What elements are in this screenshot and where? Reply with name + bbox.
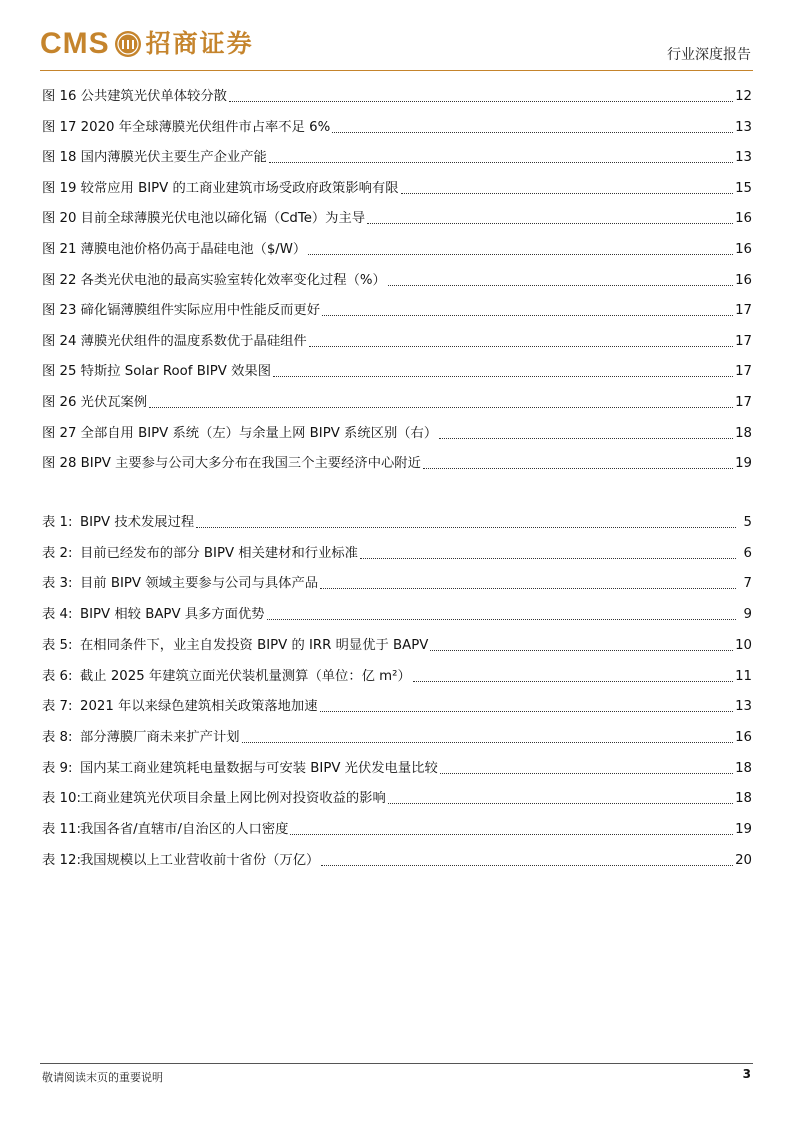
table-title: 截止 2025 年建筑立面光伏装机量测算（单位：亿 m²）: [80, 669, 411, 684]
dot-leader: [267, 619, 736, 620]
dot-leader: [332, 132, 733, 133]
toc-entry-label: 图 26 光伏瓦案例: [42, 395, 148, 410]
footer-divider: [40, 1063, 753, 1064]
footer-disclaimer: 敬请阅读末页的重要说明: [42, 1071, 163, 1084]
toc-entry-label: [42, 575, 320, 593]
toc-entry-label: 图 27 全部自用 BIPV 系统（左）与余量上网 BIPV 系统区别（右）: [42, 426, 438, 441]
toc-entry-label: [42, 698, 320, 716]
table-number: 表 11:: [42, 822, 81, 837]
toc-entry-label: 图 20 目前全球薄膜光伏电池以碲化镉（CdTe）为主导: [42, 211, 366, 226]
toc-entry-page: 17: [735, 303, 752, 318]
toc-entry-page: 18: [735, 761, 752, 776]
table-number: 表 3:: [42, 576, 73, 591]
toc-entry-label: 图 17 2020 年全球薄膜光伏组件市占率不足 6%: [42, 120, 331, 135]
toc-entry-label: 图 25 特斯拉 Solar Roof BIPV 效果图: [42, 364, 271, 379]
toc-entry-label: [42, 606, 267, 624]
logo-latin-text: CMS: [40, 27, 110, 60]
dot-leader: [309, 346, 733, 347]
toc-entry-label: [42, 668, 413, 686]
table-toc-entry[interactable]: [42, 573, 752, 593]
page-number: 3: [742, 1067, 751, 1081]
table-number: 表 4:: [42, 607, 73, 622]
table-title: 2021 年以来绿色建筑相关政策落地加速: [80, 699, 318, 714]
dot-leader: [360, 558, 736, 559]
toc-entry-page: 20: [735, 853, 752, 868]
toc-entry-page: 16: [735, 273, 752, 288]
toc-entry-label: [42, 637, 430, 655]
table-number: 表 8:: [42, 730, 73, 745]
dot-leader: [430, 650, 733, 651]
table-toc-entry[interactable]: [42, 604, 752, 624]
table-title: 我国各省/直辖市/自治区的人口密度: [80, 822, 289, 837]
dot-leader: [440, 773, 733, 774]
figure-toc-entry[interactable]: [42, 453, 752, 473]
page-header: [0, 0, 793, 72]
table-title: 在相同条件下，业主自发投资 BIPV 的 IRR 明显优于 BAPV: [80, 638, 429, 653]
toc-entry-label: 图 28 BIPV 主要参与公司大多分布在我国三个主要经济中心附近: [42, 456, 421, 471]
table-number: 表 5:: [42, 638, 73, 653]
table-number: 表 10:: [42, 791, 81, 806]
figure-toc-entry[interactable]: [42, 392, 752, 412]
table-number: 表 12:: [42, 853, 81, 868]
dot-leader: [196, 527, 736, 528]
dot-leader: [439, 438, 733, 439]
toc-entry-page: 13: [735, 699, 752, 714]
table-toc-entry[interactable]: [42, 758, 752, 778]
table-toc-entry[interactable]: [42, 850, 752, 870]
toc-entry-page: 17: [735, 364, 752, 379]
toc-entry-label: [42, 545, 360, 563]
dot-leader: [242, 742, 734, 743]
header-divider: [40, 70, 753, 71]
figure-toc-entry[interactable]: [42, 423, 752, 443]
table-title: 目前已经发布的部分 BIPV 相关建材和行业标准: [80, 546, 358, 561]
report-type-label: 行业深度报告: [667, 47, 751, 63]
table-title: 国内某工商业建筑耗电量数据与可安装 BIPV 光伏发电量比较: [80, 761, 438, 776]
dot-leader: [423, 468, 733, 469]
dot-leader: [273, 376, 733, 377]
toc-entry-label: [42, 514, 196, 532]
dot-leader: [413, 681, 733, 682]
toc-entry-page: 16: [735, 730, 752, 745]
toc-entry-page: 11: [735, 669, 752, 684]
toc-entry-page: 19: [735, 456, 752, 471]
toc-entry-page: 17: [735, 395, 752, 410]
dot-leader: [401, 193, 734, 194]
figure-toc-entry[interactable]: [42, 331, 752, 351]
table-toc-entry[interactable]: [42, 696, 752, 716]
toc-entry-label: 图 22 各类光伏电池的最高实验室转化效率变化过程（%）: [42, 273, 386, 288]
table-toc-entry[interactable]: [42, 819, 752, 839]
toc-entry-label: 图 21 薄膜电池价格仍高于晶硅电池（$/W）: [42, 242, 307, 257]
toc-entry-page: 16: [735, 211, 752, 226]
table-toc-entry[interactable]: [42, 788, 752, 808]
dot-leader: [388, 803, 733, 804]
dot-leader: [308, 254, 733, 255]
dot-leader: [388, 285, 733, 286]
toc-entry-label: 图 18 国内薄膜光伏主要生产企业产能: [42, 150, 267, 165]
toc-entry-page: 5: [743, 515, 752, 530]
table-number: 表 1:: [42, 515, 73, 530]
figure-toc-entry[interactable]: [42, 178, 752, 198]
toc-entry-page: 15: [735, 181, 752, 196]
toc-entry-label: 图 16 公共建筑光伏单体较分散: [42, 89, 227, 104]
table-number: 表 2:: [42, 546, 73, 561]
dot-leader: [320, 711, 734, 712]
table-title: 部分薄膜厂商未来扩产计划: [80, 730, 240, 745]
toc-entry-label: [42, 821, 290, 839]
toc-entry-page: 16: [735, 242, 752, 257]
toc-entry-label: [42, 760, 440, 778]
toc-entry-label: [42, 729, 242, 747]
toc-entry-page: 19: [735, 822, 752, 837]
toc-entry-label: 图 19 较常应用 BIPV 的工商业建筑市场受政府政策影响有限: [42, 181, 399, 196]
table-toc-entry[interactable]: [42, 727, 752, 747]
toc-entry-page: 18: [735, 426, 752, 441]
dot-leader: [321, 865, 733, 866]
toc-entry-page: 12: [735, 89, 752, 104]
figure-toc-entry[interactable]: [42, 300, 752, 320]
toc-entry-label: [42, 790, 388, 808]
table-toc-entry[interactable]: [42, 635, 752, 655]
logo-chinese-text: 招商证券: [145, 29, 254, 58]
dot-leader: [229, 101, 733, 102]
toc-entry-page: 10: [735, 638, 752, 653]
table-number: 表 7:: [42, 699, 73, 714]
table-toc-entry[interactable]: [42, 512, 752, 532]
dot-leader: [320, 588, 736, 589]
toc-entry-page: 9: [743, 607, 752, 622]
table-number: 表 9:: [42, 761, 73, 776]
figure-toc-entry[interactable]: [42, 86, 752, 106]
table-toc-entry[interactable]: [42, 543, 752, 563]
toc-entry-page: 17: [735, 334, 752, 349]
table-title: 目前 BIPV 领域主要参与公司与具体产品: [80, 576, 319, 591]
toc-entry-label: 图 23 碲化镉薄膜组件实际应用中性能反而更好: [42, 303, 321, 318]
toc-entry-page: 6: [743, 546, 752, 561]
table-title: BIPV 相较 BAPV 具多方面优势: [80, 607, 265, 622]
toc-entry-page: 18: [735, 791, 752, 806]
figure-toc-entry[interactable]: [42, 147, 752, 167]
figure-toc-entry[interactable]: [42, 361, 752, 381]
figure-toc-entry[interactable]: [42, 239, 752, 259]
dot-leader: [290, 834, 733, 835]
figure-toc-entry[interactable]: [42, 270, 752, 290]
company-logo: [40, 28, 254, 60]
toc-entry-label: [42, 852, 321, 870]
table-title: 我国规模以上工业营收前十省份（万亿）: [80, 853, 320, 868]
toc-entry-page: 13: [735, 120, 752, 135]
table-title: 工商业建筑光伏项目余量上网比例对投资收益的影响: [80, 791, 386, 806]
figure-toc-entry[interactable]: [42, 208, 752, 228]
toc-entry-label: 图 24 薄膜光伏组件的温度系数优于晶硅组件: [42, 334, 307, 349]
dot-leader: [322, 315, 733, 316]
dot-leader: [269, 162, 733, 163]
dot-leader: [367, 223, 733, 224]
logo-badge-icon: [114, 30, 142, 58]
table-title: BIPV 技术发展过程: [80, 515, 195, 530]
table-number: 表 6:: [42, 669, 73, 684]
toc-entry-page: 13: [735, 150, 752, 165]
toc-entry-page: 7: [743, 576, 752, 591]
table-toc-entry[interactable]: [42, 666, 752, 686]
dot-leader: [149, 407, 733, 408]
figure-toc-entry[interactable]: [42, 117, 752, 137]
